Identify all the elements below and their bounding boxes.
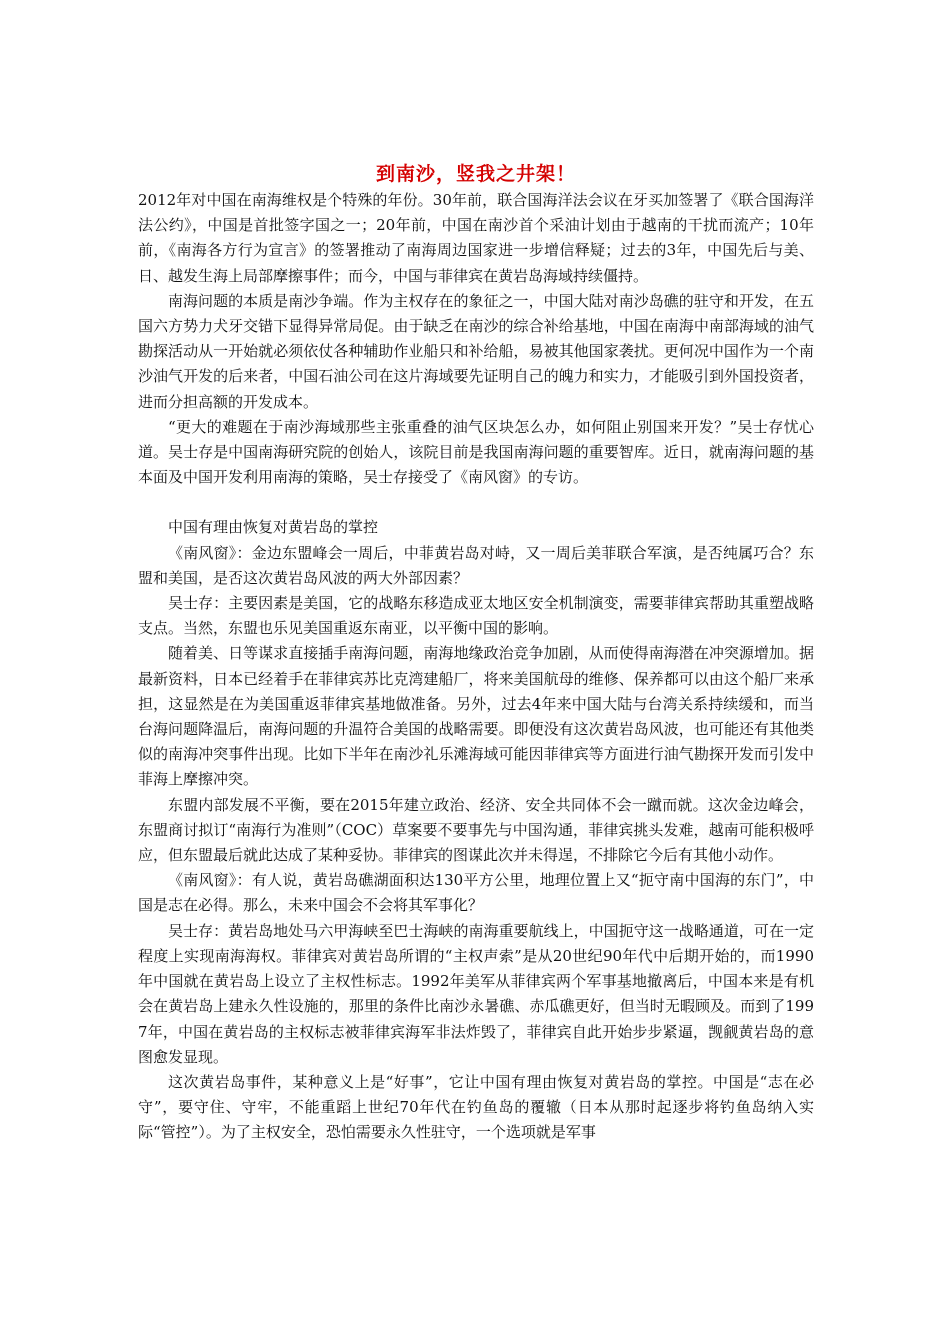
document-page bbox=[138, 160, 814, 1146]
paragraph: 随着美、日等谋求直接插手南海问题，南海地缘政治竞争加剧，从而使得南海潜在冲突源增加。据最新资料，日本已经着手在菲律宾苏比克湾建船厂，将来美国航母的维修、保养都可以由这个船厂来承担，这显然是在为美国重返菲律宾基地做准备。另外，过去4年来中国大陆与台湾关系持续缓和，而当台海问题降温后，南海问题的升温符合美国的战略需要。即便没有这次黄岩岛风波，也可能还有其他类似的南海冲突事件出现。比如下半年在南沙礼乐滩海域可能因菲律宾等方面进行油气勘探开发而引发中菲海上摩擦冲突。 bbox=[138, 644, 814, 789]
paragraph: 中国有理由恢复对黄岩岛的掌控 bbox=[168, 518, 379, 537]
paragraph: 2012年对中国在南海维权是个特殊的年份。30年前，联合国海洋法会议在牙买加签署了《联合国海洋法公约》，中国是首批签字国之一；20年前，中国在南沙首个采油计划由于越南的干扰而流产；10年前，《南海各方行为宣言》的签署推动了南海周边国家进一步增信释疑；过去的3年，中国先后与美、日、越发生海上局部摩擦事件；而今，中国与菲律宾在黄岩岛海域持续僵持。 bbox=[138, 191, 814, 285]
blank-line bbox=[138, 490, 814, 515]
document-body bbox=[138, 188, 814, 1146]
paragraph: 《南风窗》：金边东盟峰会一周后，中菲黄岩岛对峙，又一周后美菲联合军演，是否纯属巧合？东盟和美国，是否这次黄岩岛风波的两大外部因素？ bbox=[138, 543, 814, 587]
paragraph: “更大的难题在于南沙海域那些主张重叠的油气区块怎么办，如何阻止别国来开发？”吴士存忧心道。吴士存是中国南海研究院的创始人，该院目前是我国南海问题的重要智库。近日，就南海问题的基本面及中国开发利用南海的策略，吴士存接受了《南风窗》的专访。 bbox=[138, 417, 814, 487]
paragraph: 东盟内部发展不平衡，要在2015年建立政治、经济、安全共同体不会一蹴而就。这次金边峰会，东盟商讨拟订“南海行为准则”（COC）草案要不要事先与中国沟通，菲律宾挑头发难，越南可能积极呼应，但东盟最后就此达成了某种妥协。菲律宾的图谋此次并未得逞，不排除它今后有其他小动作。 bbox=[138, 795, 814, 865]
document-title: 到南沙，竖我之井架！ bbox=[375, 163, 576, 185]
paragraph: 吴士存：主要因素是美国，它的战略东移造成亚太地区安全机制演变，需要菲律宾帮助其重塑战略支点。当然，东盟也乐见美国重返东南亚，以平衡中国的影响。 bbox=[138, 594, 814, 638]
paragraph: 《南风窗》：有人说，黄岩岛礁湖面积达130平方公里，地理位置上又“扼守南中国海的东门”，中国是志在必得。那么，未来中国会不会将其军事化？ bbox=[138, 871, 814, 915]
paragraph: 南海问题的本质是南沙争端。作为主权存在的象征之一，中国大陆对南沙岛礁的驻守和开发，在五国六方势力犬牙交错下显得异常局促。由于缺乏在南沙的综合补给基地，中国在南海中南部海域的油气勘探活动从一开始就必须依仗各种辅助作业船只和补给船，易被其他国家袭扰。更何况中国作为一个南沙油气开发的后来者，中国石油公司在这片海域要先证明自己的魄力和实力，才能吸引到外国投资者，进而分担高额的开发成本。 bbox=[138, 291, 814, 411]
paragraph: 这次黄岩岛事件，某种意义上是“好事”，它让中国有理由恢复对黄岩岛的掌控。中国是“志在必守”，要守住、守牢，不能重蹈上世纪70年代在钓鱼岛的覆辙（日本从那时起逐步将钓鱼岛纳入实际“管控”）。为了主权安全，恐怕需要永久性驻守，一个选项就是军事 bbox=[138, 1072, 814, 1142]
paragraph: 吴士存：黄岩岛地处马六甲海峡至巴士海峡的南海重要航线上，中国扼守这一战略通道，可在一定程度上实现南海海权。菲律宾对黄岩岛所谓的“主权声索”是从20世纪90年代中后期开始的，而1990年中国就在黄岩岛上设立了主权性标志。1992年美军从菲律宾两个军事基地撤离后，中国本来是有机会在黄岩岛上建永久性设施的，那里的条件比南沙永暑礁、赤瓜礁更好，但当时无暇顾及。而到了1997年，中国在黄岩岛的主权标志被菲律宾海军非法炸毁了，菲律宾自此开始步步紧逼，觊觎黄岩岛的意图愈发显现。 bbox=[138, 921, 814, 1066]
